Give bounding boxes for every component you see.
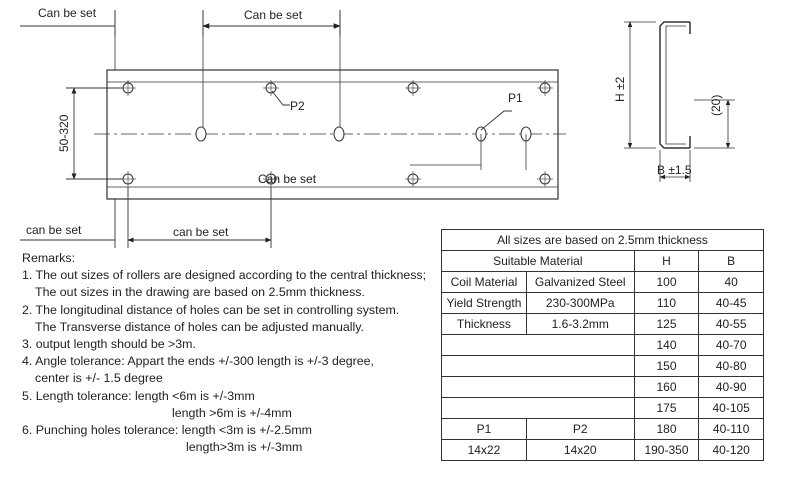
- spec-table: [441, 229, 764, 461]
- material-value: 1.6-3.2mm: [526, 314, 634, 335]
- dim-bottom-center-label: can be set: [173, 225, 229, 239]
- material-label: Coil Material: [442, 272, 527, 293]
- b-value: 40-45: [699, 293, 764, 314]
- h-value: 175: [634, 398, 699, 419]
- table-row: [442, 377, 764, 398]
- remark-line: 5. Length tolerance: length <6m is +/-3mm: [22, 388, 255, 403]
- remark-line: length >6m is +/-4mm: [172, 405, 292, 420]
- remark-line: 1. The out sizes of rollers are designed according to the central thickness;: [22, 268, 427, 283]
- p1-value: 14x22: [442, 440, 527, 461]
- remarks-block: [22, 250, 437, 456]
- h-value: 100: [634, 272, 699, 293]
- table-row: [442, 293, 764, 314]
- material-value: 230-300MPa: [526, 293, 634, 314]
- extension-lines: [115, 36, 340, 130]
- material-header: Suitable Material: [442, 251, 635, 272]
- table-row: [442, 419, 764, 440]
- remark-line: 6. Punching holes tolerance: length <3m is +/-2.5mm: [22, 423, 312, 438]
- side-dimension: [66, 88, 122, 179]
- material-label: Thickness: [442, 314, 527, 335]
- label-p2: P2: [290, 99, 305, 113]
- punched-plate: [94, 70, 566, 199]
- remarks-title: Remarks:: [22, 251, 76, 265]
- table-row: [442, 251, 764, 272]
- label-p1: P1: [508, 91, 523, 105]
- h-value: 125: [634, 314, 699, 335]
- holes: [123, 83, 550, 184]
- table-title: All sizes are based on 2.5mm thickness: [442, 230, 764, 251]
- table-row: [442, 440, 764, 461]
- material-value: Galvanized Steel: [526, 272, 634, 293]
- b-value: 40-80: [699, 356, 764, 377]
- section-lip-label: (20): [709, 94, 723, 116]
- bottom-hole-row: [123, 174, 550, 184]
- h-value: 150: [634, 356, 699, 377]
- remark-line: The out sizes in the drawing are based on 2.5mm thickness.: [35, 285, 365, 300]
- dim-top-center-label: Can be set: [244, 8, 303, 22]
- table-row: [442, 230, 764, 251]
- dim-mid-right-label: Can be set: [258, 172, 317, 186]
- b-value: 40-70: [699, 335, 764, 356]
- h-value: 140: [634, 335, 699, 356]
- h-header: H: [634, 251, 699, 272]
- b-value: 40-105: [699, 398, 764, 419]
- b-value: 40-120: [699, 440, 764, 461]
- h-value: 160: [634, 377, 699, 398]
- remark-line: 3. output length should be >3m.: [22, 337, 196, 352]
- section-height-label: H ±2: [613, 76, 627, 102]
- b-value: 40-55: [699, 314, 764, 335]
- dim-top-left-label: Can be set: [38, 6, 97, 20]
- b-value: 40-90: [699, 377, 764, 398]
- p2-label: P2: [526, 419, 634, 440]
- h-value: 190-350: [634, 440, 699, 461]
- empty-cell: [442, 377, 635, 398]
- remark-line: 4. Angle tolerance: Appart the ends +/-300 length is +/-3 degree,: [22, 354, 375, 369]
- table-row: [442, 272, 764, 293]
- table-row: [442, 356, 764, 377]
- material-label: Yield Strength: [442, 293, 527, 314]
- h-value: 180: [634, 419, 699, 440]
- remark-line: 2. The longitudinal distance of holes can be set in controlling system.: [22, 302, 400, 317]
- table-row: [442, 335, 764, 356]
- empty-cell: [442, 356, 635, 377]
- remark-line: center is +/- 1.5 degree: [35, 371, 163, 386]
- p1-label: P1: [442, 419, 527, 440]
- remark-line: The Transverse distance of holes can be adjusted manually.: [35, 319, 364, 334]
- h-value: 110: [634, 293, 699, 314]
- empty-cell: [442, 335, 635, 356]
- b-value: 40-110: [699, 419, 764, 440]
- b-value: 40: [699, 272, 764, 293]
- b-header: B: [699, 251, 764, 272]
- bottom-dimensions: [20, 187, 271, 248]
- dim-side-label: 50-320: [57, 114, 71, 152]
- remark-line: length>3m is +/-3mm: [186, 440, 303, 455]
- mid-right-dimension: [410, 134, 526, 170]
- section-width-label: B ±1.5: [657, 163, 692, 177]
- table-row: [442, 398, 764, 419]
- hole-leaders: [272, 91, 512, 130]
- p2-value: 14x20: [526, 440, 634, 461]
- top-hole-row: [123, 83, 550, 93]
- table-row: [442, 314, 764, 335]
- empty-cell: [442, 398, 635, 419]
- dim-bottom-left-label: can be set: [26, 223, 82, 237]
